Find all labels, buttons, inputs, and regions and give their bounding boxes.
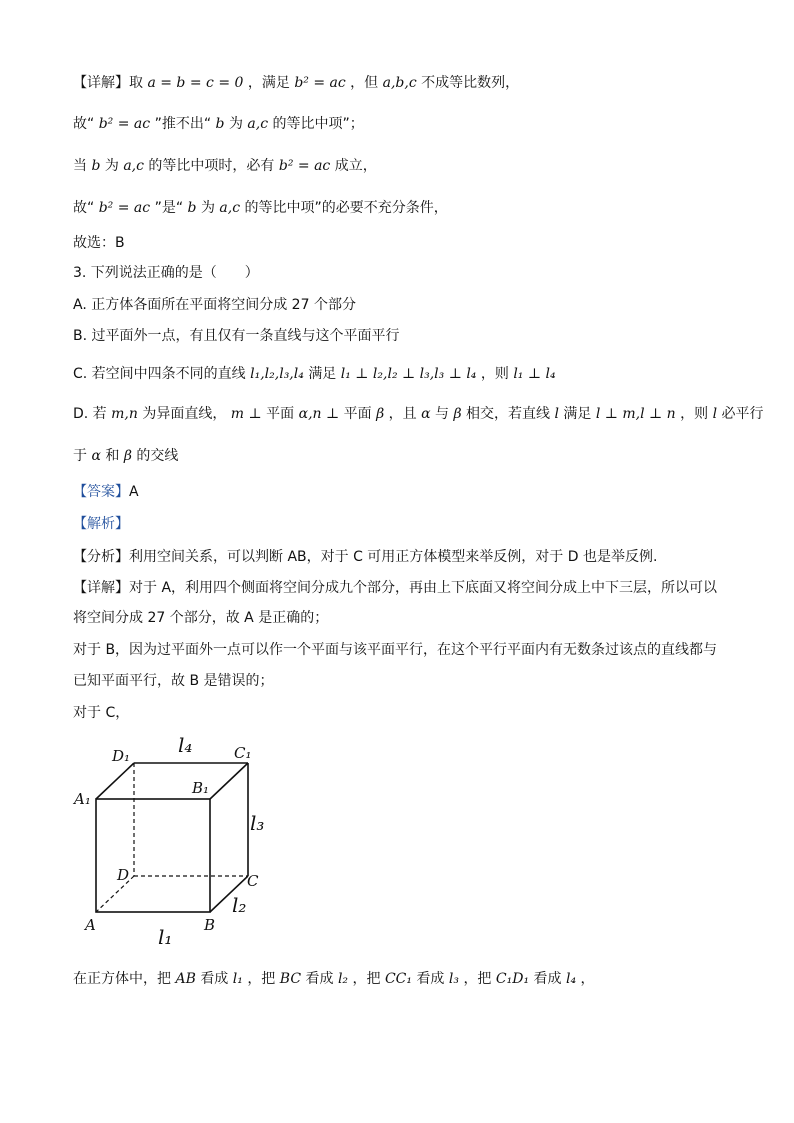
text: D. 若 <box>73 406 107 422</box>
question-3: 3. 下列说法正确的是（ ） <box>73 265 259 281</box>
text: ，但 <box>350 75 379 91</box>
cube-diagram <box>70 728 290 953</box>
math-expr: β <box>123 448 132 464</box>
label-d1: D₁ <box>112 747 131 765</box>
text: ”推不出“ <box>154 116 212 132</box>
math-expr: l₄ <box>565 971 577 987</box>
text: 为 <box>228 116 243 132</box>
edge-a1d1 <box>96 763 134 799</box>
math-expr: AB <box>175 971 196 987</box>
math-expr: C₁D₁ <box>495 971 530 987</box>
text: 的等比中项时，必有 <box>148 158 275 174</box>
text: 平面 <box>343 406 372 422</box>
answer-tag: 【答案】 <box>73 484 129 500</box>
math-expr: m ⊥ <box>230 406 262 422</box>
text: ，把 <box>247 971 276 987</box>
text: ， <box>580 971 595 987</box>
detail-b-line-1: 对于 B，因为过平面外一点可以作一个平面与该平面平行，在这个平行平面内有无数条过该点的直线都与 <box>73 642 718 658</box>
math-expr: β <box>453 406 462 422</box>
text: 看成 <box>533 971 562 987</box>
label-d: D <box>117 866 130 884</box>
text: ，把 <box>352 971 381 987</box>
label-b1: B₁ <box>192 779 210 797</box>
option-c <box>73 364 556 384</box>
text: 看成 <box>305 971 334 987</box>
math-expr: b <box>187 200 197 216</box>
math-expr: a,c <box>123 158 144 174</box>
text: 必平行 <box>721 406 764 422</box>
detail-a-line-2: 将空间分成 27 个部分，故 A 是正确的； <box>73 610 329 626</box>
label-a: A <box>85 916 96 934</box>
last-line <box>73 969 595 989</box>
text: 为异面直线， <box>142 406 227 422</box>
text: 为 <box>200 200 215 216</box>
label-l3: l₃ <box>250 811 265 835</box>
text: 【详解】取 <box>73 75 143 91</box>
label-l4: l₄ <box>178 733 193 757</box>
detail-line-2 <box>73 114 364 134</box>
edge-b1c1 <box>210 763 248 799</box>
math-expr: l₃ <box>448 971 459 987</box>
answer-value: A <box>129 484 139 500</box>
text: 的交线 <box>136 448 179 464</box>
option-d <box>73 404 764 424</box>
math-expr: l₁,l₂,l₃,l₄ <box>250 366 304 382</box>
math-expr: b² = ac <box>98 200 151 216</box>
math-expr: α,n ⊥ <box>298 406 340 422</box>
math-expr: α <box>421 406 431 422</box>
text: 满足 <box>308 366 337 382</box>
text: C. 若空间中四条不同的直线 <box>73 366 246 382</box>
text: 的等比中项”； <box>272 116 364 132</box>
text: 成立， <box>334 158 377 174</box>
text: 于 <box>73 448 87 464</box>
text: 和 <box>105 448 120 464</box>
text: 的等比中项”的必要不充分条件， <box>244 200 448 216</box>
math-expr: a,b,c <box>382 75 417 91</box>
math-expr: CC₁ <box>384 971 412 987</box>
math-expr: l <box>554 406 559 422</box>
text: 为 <box>104 158 119 174</box>
detail-line-1 <box>73 73 519 93</box>
math-expr: b <box>91 158 101 174</box>
option-d-cont <box>73 446 178 466</box>
detail-line-4 <box>73 198 448 218</box>
math-expr: l₂ <box>337 971 349 987</box>
text: 当 <box>73 158 87 174</box>
detail-c-line: 对于 C， <box>73 705 130 721</box>
text: 故“ <box>73 200 95 216</box>
math-expr: b <box>215 116 225 132</box>
option-b: B. 过平面外一点，有且仅有一条直线与这个平面平行 <box>73 328 400 344</box>
text: ，把 <box>463 971 492 987</box>
math-expr: a = b = c = 0 <box>147 75 244 91</box>
text: ，则 <box>680 406 709 422</box>
detail-a-line-1: 【详解】对于 A，利用四个侧面将空间分成九个部分，再由上下底面又将空间分成上中下三层，所以可以 <box>73 580 718 596</box>
math-expr: a,c <box>219 200 241 216</box>
text: ”是“ <box>154 200 184 216</box>
text: 平面 <box>266 406 295 422</box>
text: 在正方体中，把 <box>73 971 171 987</box>
math-expr: l₁ <box>232 971 243 987</box>
math-expr: β <box>376 406 385 422</box>
text: ，满足 <box>247 75 290 91</box>
label-l1: l₁ <box>158 925 173 949</box>
text: 看成 <box>200 971 229 987</box>
text: 与 <box>434 406 449 422</box>
math-expr: l₁ ⊥ l₂,l₂ ⊥ l₃,l₃ ⊥ l₄ <box>340 366 477 382</box>
math-expr: α <box>91 448 101 464</box>
math-expr: b² = ac <box>294 75 346 91</box>
label-a1: A₁ <box>74 790 91 808</box>
answer-line <box>73 482 139 502</box>
label-c1: C₁ <box>234 744 252 762</box>
text: 看成 <box>416 971 445 987</box>
math-expr: l₁ ⊥ l₄ <box>513 366 556 382</box>
fenxi-line: 【分析】利用空间关系，可以判断 AB，对于 C 可用正方体模型来举反例，对于 D 也是举反例. <box>73 549 658 565</box>
label-l2: l₂ <box>232 893 247 917</box>
option-a: A. 正方体各面所在平面将空间分成 27 个部分 <box>73 297 356 313</box>
text: 满足 <box>563 406 592 422</box>
text: ，且 <box>388 406 417 422</box>
text: 故“ <box>73 116 95 132</box>
label-c: C <box>247 872 259 890</box>
choice-line: 故选：B <box>73 235 125 251</box>
text: ，则 <box>480 366 509 382</box>
label-b: B <box>204 916 216 934</box>
text: 不成等比数列， <box>421 75 520 91</box>
detail-line-3 <box>73 156 377 176</box>
math-expr: l <box>712 406 718 422</box>
detail-b-line-2: 已知平面平行，故 B 是错误的； <box>73 673 274 689</box>
math-expr: BC <box>279 971 302 987</box>
math-expr: m,n <box>111 406 138 422</box>
math-expr: b² = ac <box>98 116 151 132</box>
text: 相交，若直线 <box>465 406 550 422</box>
analysis-tag: 【解析】 <box>73 516 129 532</box>
math-expr: b² = ac <box>278 158 331 174</box>
math-expr: l ⊥ m,l ⊥ n <box>595 406 676 422</box>
math-expr: a,c <box>247 116 269 132</box>
